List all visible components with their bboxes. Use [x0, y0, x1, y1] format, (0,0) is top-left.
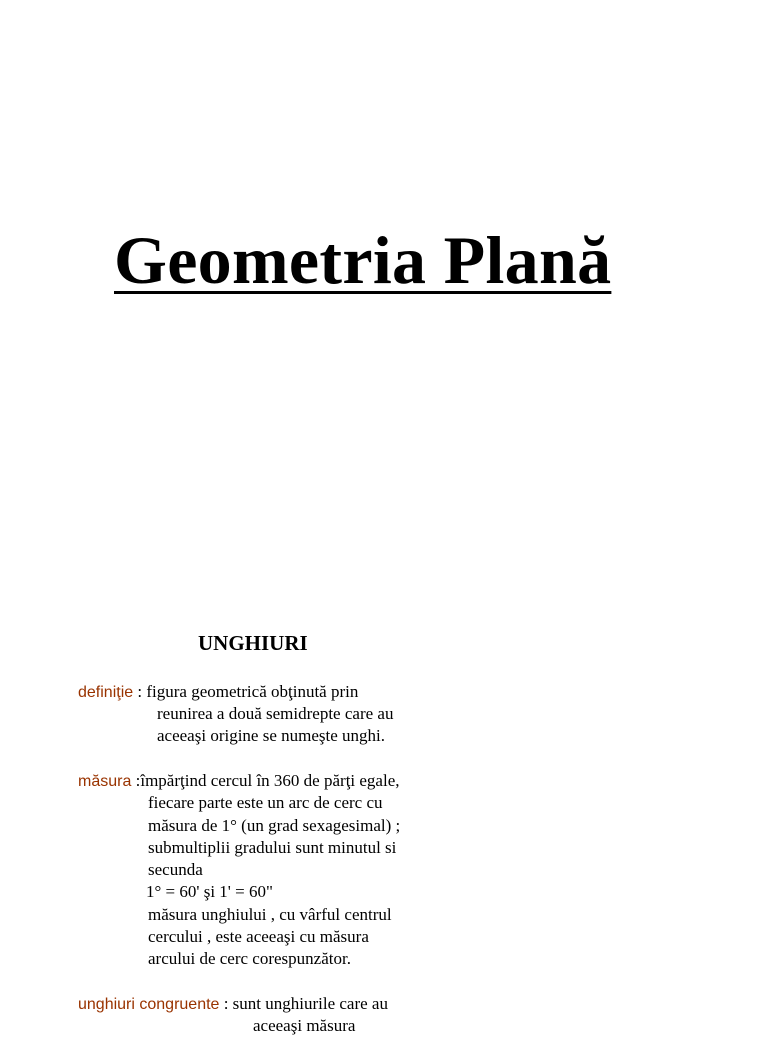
definitie-text-line: figura geometrică obţinută prin [146, 682, 359, 701]
definitie-text-line: reunirea a două semidrepte care au [157, 704, 394, 723]
section-heading-unghiuri: UNGHIURI [198, 631, 308, 655]
masura-text-line: 1° = 60' şi 1' = 60" [146, 882, 273, 901]
congruente-separator: : [219, 994, 233, 1013]
masura-text-line: fiecare parte este un arc de cerc cu [148, 793, 383, 812]
definitie-separator: : [133, 682, 147, 701]
congruente-text-line: aceeaşi măsura [253, 1016, 356, 1035]
masura-text-line: arcului de cerc corespunzător. [148, 949, 351, 968]
definitie-text-line: aceeaşi origine se numeşte unghi. [157, 726, 386, 745]
masura-text-line: submultiplii gradului sunt minutul si [148, 838, 397, 857]
masura-first-line [78, 770, 400, 793]
masura-text-line: măsura unghiului , cu vârful centrul [148, 905, 392, 924]
term-definitie: definiţie [78, 684, 134, 701]
document-title: Geometria Plană [114, 222, 612, 298]
term-masura: măsura [78, 773, 132, 790]
congruente-text-line: sunt unghiurile care au [232, 994, 388, 1013]
masura-text-line: împărţind cercul în 360 de părţi egale, [140, 771, 400, 790]
masura-separator: : [131, 771, 141, 790]
congruente-first-line [78, 993, 388, 1016]
definitie-first-line [78, 681, 358, 704]
masura-text-line: secunda [148, 860, 203, 879]
masura-text-line: măsura de 1° (un grad sexagesimal) ; [148, 816, 401, 835]
term-unghiuri-congruente: unghiuri congruente [78, 996, 220, 1013]
masura-text-line: cercului , este aceeaşi cu măsura [148, 927, 369, 946]
